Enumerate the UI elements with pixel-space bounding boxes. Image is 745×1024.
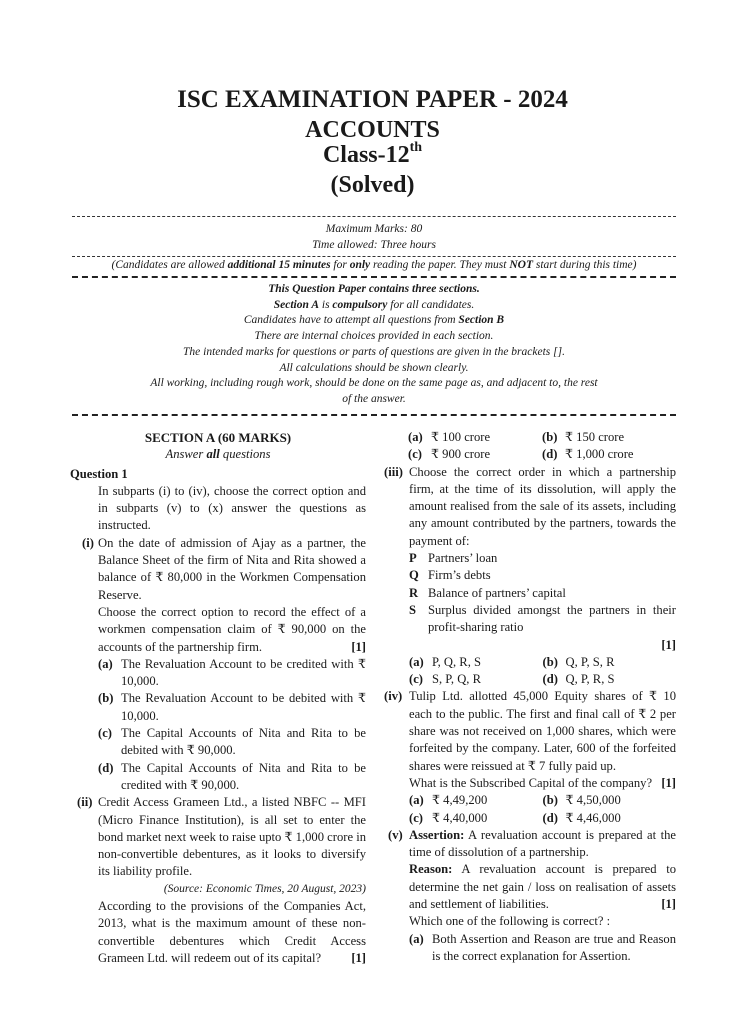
reason-label: Reason: (409, 862, 453, 877)
note-text: start during this time) (532, 259, 637, 271)
reading-time-note (62, 258, 686, 274)
question-label: Question 1 (70, 466, 128, 481)
option (408, 446, 542, 463)
class-text: Class-12 (322, 142, 410, 168)
item-text: Surplus divided amongst the partners in their profit-sharing ratio (428, 602, 676, 635)
option (98, 690, 366, 725)
option (98, 656, 366, 691)
options-grid (409, 654, 676, 689)
option (409, 931, 676, 966)
subpart-v (384, 827, 676, 965)
item-text: Partners’ loan (428, 551, 498, 566)
subpart-number: (iii) (384, 464, 403, 479)
option (543, 792, 677, 809)
item-key: S (409, 602, 417, 617)
option-number: (d) (542, 672, 558, 687)
instruction-line: There are internal choices provided in each section. (254, 330, 494, 343)
subpart-number: (ii) (77, 795, 93, 810)
note-text: for (330, 259, 350, 271)
list-item (409, 602, 676, 637)
subpart-question: According to the provisions of the Companies Act, 2013, what is the maximum amount of these non-convertible debentures which Credit Access Grameen Ltd. will redeem out of its capital? (98, 899, 366, 965)
divider (72, 276, 676, 278)
subpart-text: Credit Access Grameen Ltd., a listed NBFC -- MFI (Micro Finance Institution), is all set to enter the bond market next week to raise upto ₹ 1,000 crore in non-convertible debentures, as it looks to diversify its liability profile. (98, 795, 366, 879)
assertion-label: Assertion: (409, 827, 465, 842)
note-bold: NOT (509, 259, 533, 271)
time-allowed: Time allowed: Three hours (312, 238, 436, 251)
option (542, 446, 676, 463)
marks: [1] (661, 897, 676, 912)
instruction-line: The intended marks for questions or parts of questions are given in the brackets []. (183, 345, 565, 358)
option-number: (b) (542, 654, 558, 669)
option-number: (a) (98, 656, 113, 671)
option-number: (d) (542, 447, 558, 462)
divider (72, 414, 676, 416)
reason-text: A revaluation account is prepared to determine the net gain / loss on realisation of assets and settlement of liabilities. (409, 862, 676, 912)
paper-title: ISC EXAMINATION PAPER - 2024 (177, 86, 568, 113)
item-text: Balance of partners’ capital (428, 585, 566, 600)
marks: [1] (661, 775, 676, 790)
note-bold: additional 15 minutes (227, 259, 331, 271)
instruction-line: of the answer. (342, 392, 406, 405)
assertion (409, 827, 676, 862)
source-citation: (Source: Economic Times, 20 August, 2023) (163, 882, 366, 895)
item-key: P (409, 551, 417, 566)
section-heading: SECTION A (60 MARKS) (144, 430, 292, 445)
option-number: (c) (409, 810, 423, 825)
option-text: Both Assertion and Reason are true and Reason is the correct explanation for Assertion. (432, 931, 676, 963)
class-title (0, 142, 745, 169)
option (98, 725, 366, 760)
left-column (70, 429, 366, 967)
option (543, 654, 677, 671)
instruction-bold: compulsory (332, 298, 388, 311)
subpart-text (98, 604, 366, 656)
divider (72, 216, 676, 217)
assertion-text: A revaluation account is prepared at the time of dissolution of a partnership. (409, 827, 676, 860)
list-item (409, 550, 676, 567)
subpart-question: Which one of the following is correct? : (409, 914, 611, 929)
option-text: ₹ 4,40,000 (432, 810, 488, 825)
option-text: The Capital Accounts of Nita and Rita to be credited with ₹ 90,000. (121, 760, 366, 792)
option-number: (b) (98, 691, 114, 706)
option-text: Q, P, S, R (565, 654, 615, 669)
option (409, 671, 543, 688)
section-subheading (70, 446, 366, 463)
subpart-text (409, 775, 676, 792)
option-text: ₹ 100 crore (431, 430, 491, 444)
option (409, 810, 543, 827)
option-text: Q, P, R, S (565, 672, 615, 687)
option-text: ₹ 1,000 crore (565, 447, 634, 462)
note-text: (Candidates are allowed (111, 259, 228, 271)
subpart-number: (v) (388, 827, 403, 842)
instruction-text: for all candidates. (387, 298, 475, 311)
subpart-question: Choose the correct option to record the effect of a workmen compensation claim of ₹ 90,000 on the accounts of the partnership firm. (98, 604, 366, 654)
instructions (62, 282, 686, 408)
subpart-text: Choose the correct order in which a partnership firm, at the time of its dissolution, will apply the amount realised from the sale of its assets, including any amount contributed by the partners, towards the payment of: (409, 464, 676, 548)
paper-meta (62, 222, 686, 253)
option-text: S, P, Q, R (432, 672, 481, 687)
option-text: ₹ 900 crore (431, 447, 491, 462)
instruction-text: Candidates have to attempt all questions from (243, 314, 459, 327)
item-text: Firm’s debts (428, 568, 491, 583)
option (409, 792, 543, 809)
instruction-line: This Question Paper contains three sections. (268, 283, 480, 295)
subpart-number: (i) (82, 535, 94, 550)
subpart-text (98, 898, 366, 967)
reason (409, 861, 676, 913)
subpart-iv (384, 688, 676, 826)
divider (72, 256, 676, 257)
marks: [1] (661, 637, 676, 652)
option-number: (d) (542, 810, 558, 825)
marks-row (409, 637, 676, 654)
subpart-text: On the date of admission of Ajay as a partner, the Balance Sheet of the firm of Nita and Rita showed a balance of ₹ 80,000 in the Workmen Compensation Reserve. (98, 535, 366, 602)
option-number: (d) (98, 760, 114, 775)
option-number: (a) (409, 931, 424, 946)
option-text: ₹ 4,49,200 (432, 793, 488, 808)
option-number: (b) (542, 430, 558, 444)
class-superscript: th (409, 140, 423, 155)
option-number: (b) (542, 793, 558, 808)
option-number: (a) (408, 430, 423, 444)
solved-title: (Solved) (330, 172, 415, 198)
instruction-text: is (319, 298, 333, 311)
option (543, 671, 677, 688)
subpart-number: (iv) (384, 689, 403, 704)
option-number: (c) (409, 672, 423, 687)
option (542, 429, 676, 446)
instruction-line (62, 298, 686, 314)
sub-text: Answer (165, 447, 207, 462)
option-text: The Capital Accounts of Nita and Rita to be debited with ₹ 90,000. (121, 726, 366, 758)
subject-title: ACCOUNTS (305, 117, 440, 143)
option-text: P, Q, R, S (432, 654, 481, 669)
option-text: The Revaluation Account to be credited with ₹ 10,000. (121, 656, 366, 689)
question-intro: In subparts (i) to (iv), choose the correct option and in subparts (v) to (x) answer the questions as instructed. (98, 483, 366, 533)
option-number: (a) (409, 654, 424, 669)
instruction-line (62, 313, 686, 329)
option-number: (a) (409, 793, 424, 808)
instruction-line: All calculations should be shown clearly. (279, 361, 469, 374)
option-text: ₹ 150 crore (565, 430, 625, 444)
instruction-line: All working, including rough work, should be done on the same page as, and adjacent to, the rest (150, 377, 598, 390)
subpart-i (70, 535, 366, 794)
option-number: (c) (98, 726, 112, 741)
option-text: ₹ 4,50,000 (565, 793, 621, 808)
options-grid (409, 792, 676, 827)
subpart-ii (70, 794, 366, 967)
option-text: ₹ 4,46,000 (565, 810, 621, 825)
option-text: The Revaluation Account to be debited with ₹ 10,000. (121, 691, 366, 723)
note-bold: only (349, 259, 371, 271)
instruction-bold: Section B (458, 314, 505, 327)
option-number: (c) (408, 447, 422, 462)
option (408, 429, 542, 446)
sub-bold: all (206, 447, 220, 462)
option (543, 810, 677, 827)
instruction-bold: Section A (273, 298, 319, 311)
note-text: reading the paper. They must (370, 259, 510, 271)
list-item (409, 567, 676, 584)
options-grid (384, 429, 676, 464)
option (409, 654, 543, 671)
list-item (409, 585, 676, 602)
subpart-iii (384, 464, 676, 689)
marks: [1] (351, 639, 366, 654)
item-key: Q (409, 568, 419, 583)
max-marks: Maximum Marks: 80 (325, 223, 423, 235)
marks: [1] (351, 950, 366, 965)
option (98, 760, 366, 795)
subpart-text: Tulip Ltd. allotted 45,000 Equity shares of ₹ 10 each to the public. The first and final call of ₹ 2 per share was not received on 1,000 shares, which were forfeited by the company. Later, 600 of the forfeited shares were reissued at ₹ 7 fully paid up. (409, 689, 676, 773)
right-column (384, 429, 676, 965)
item-key: R (409, 585, 419, 600)
sub-text: questions (219, 447, 271, 462)
subpart-question: What is the Subscribed Capital of the company? (409, 775, 653, 790)
